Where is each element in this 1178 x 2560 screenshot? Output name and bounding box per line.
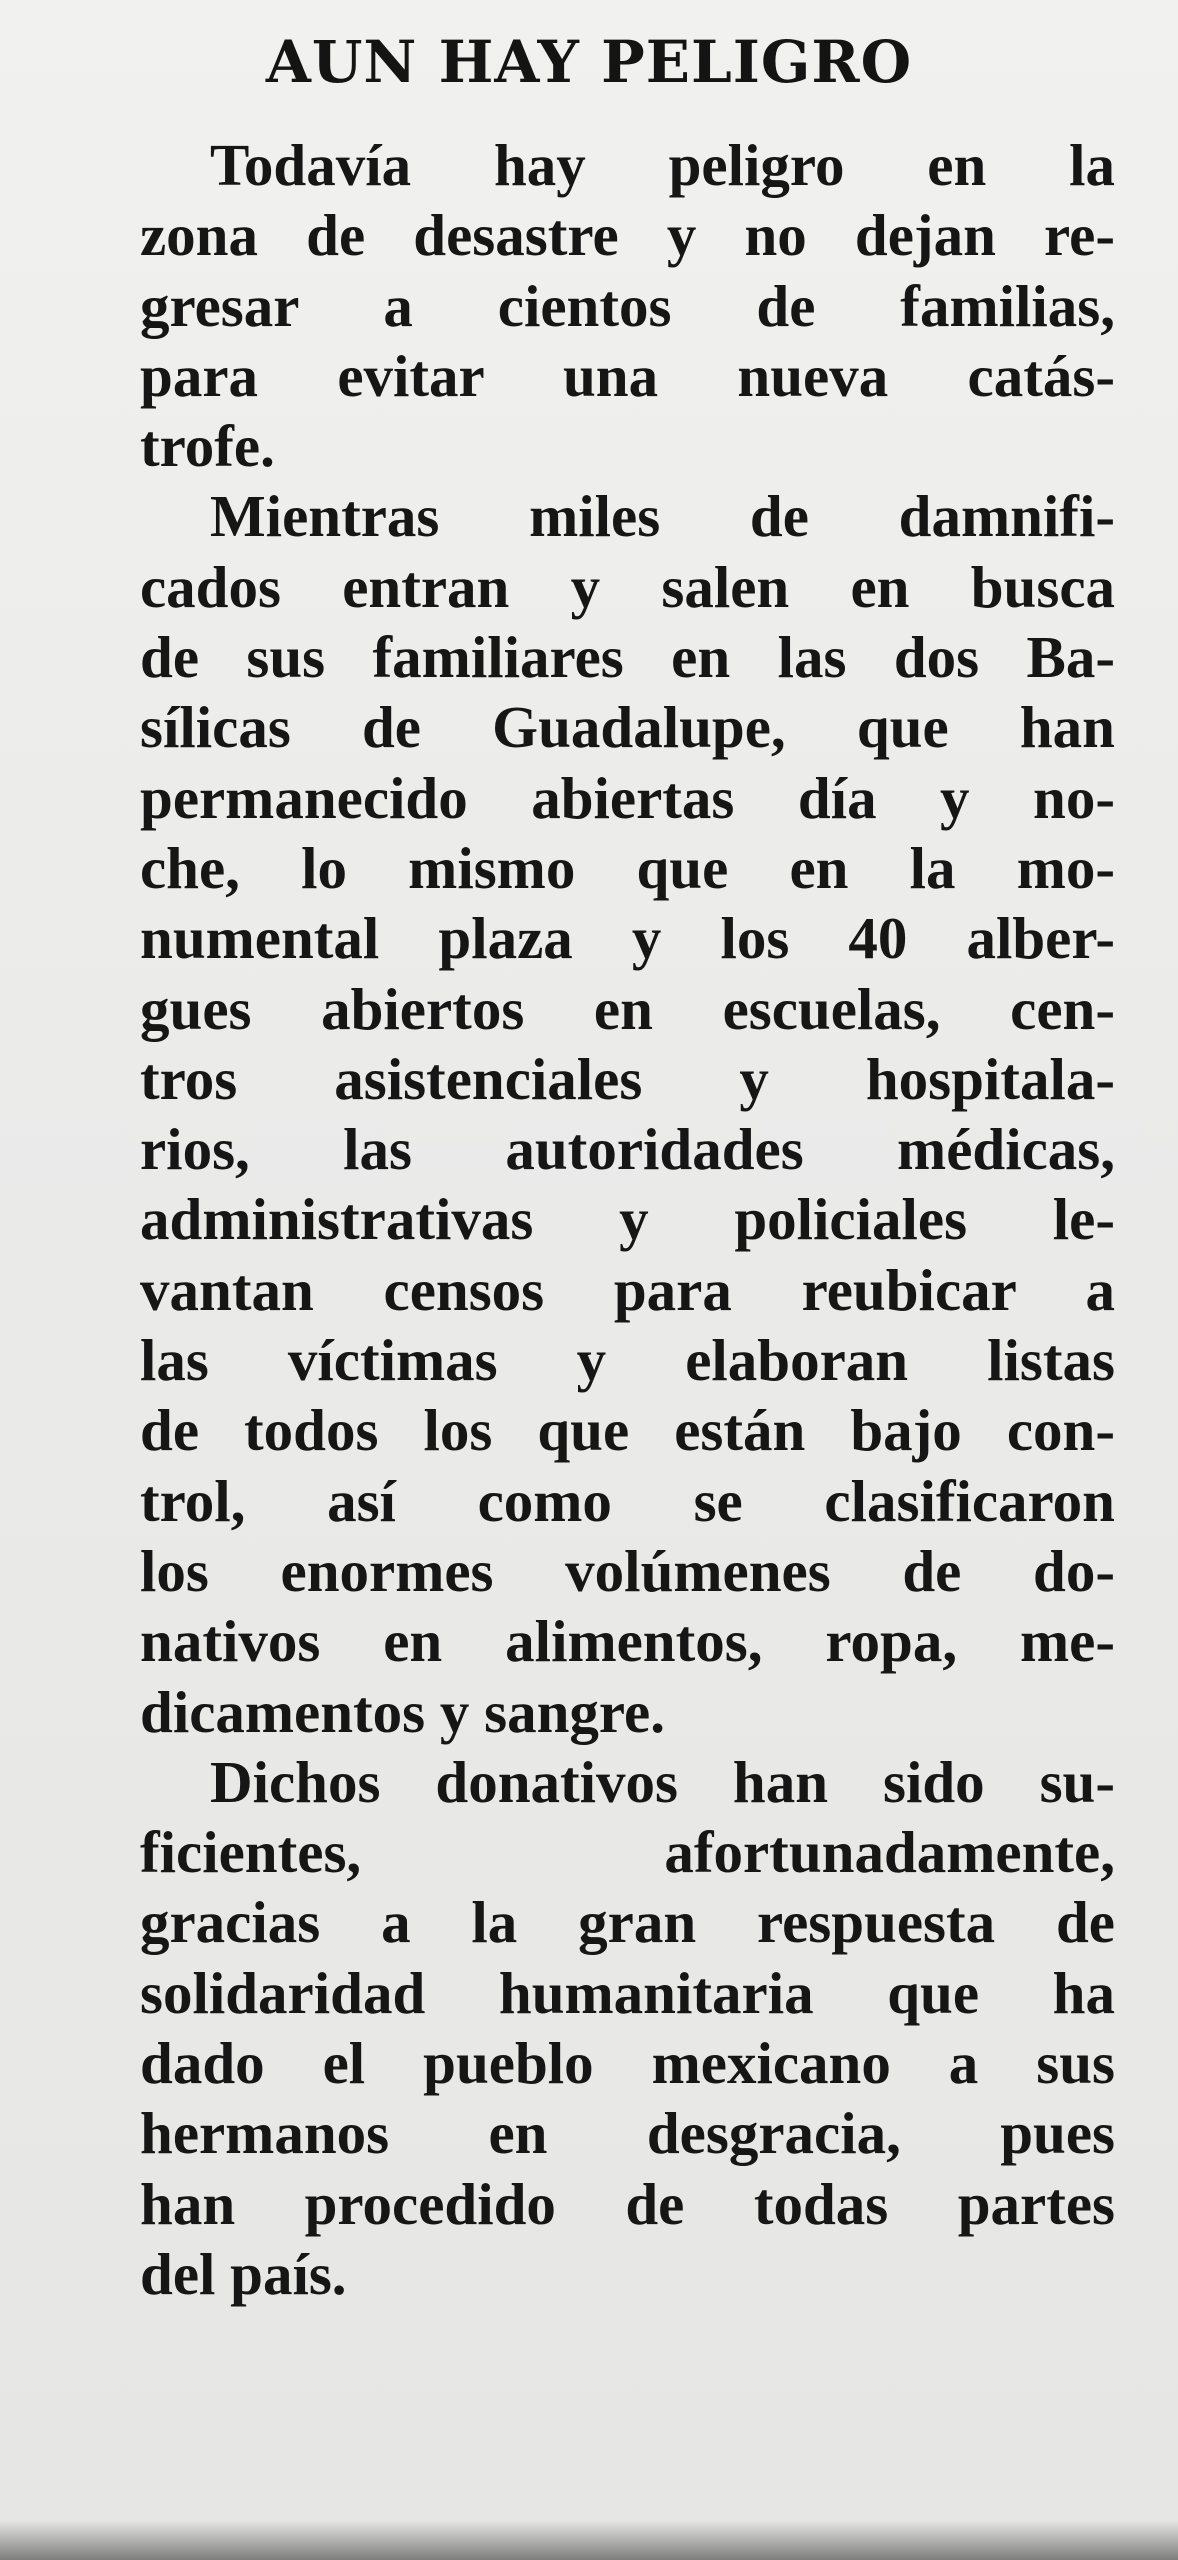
text-line: gresar a cientos de familias, — [140, 272, 1115, 339]
text-line: tros asistenciales y hospitala- — [140, 1045, 1115, 1112]
text-line: administrativas y policiales le- — [140, 1186, 1115, 1253]
text-line: gues abiertos en escuelas, cen- — [140, 975, 1115, 1042]
paragraph-3 — [140, 1747, 1115, 2309]
text-line: para evitar una nueva catás- — [140, 342, 1115, 409]
text-line: cados entran y salen en busca — [140, 553, 1115, 620]
text-line: ficientes, afortunadamente, — [140, 1819, 1115, 1886]
text-line: numental plaza y los 40 alber- — [140, 905, 1115, 972]
text-line: de todos los que están bajo con- — [140, 1397, 1115, 1464]
text-line: trofe. — [140, 413, 275, 480]
text-line: Mientras miles de damnifi- — [210, 483, 1115, 550]
text-line: permanecido abiertas día y no- — [140, 764, 1115, 831]
text-line: rios, las autoridades médicas, — [140, 1116, 1115, 1183]
text-line: Todavía hay peligro en la — [210, 132, 1115, 198]
text-line: han procedido de todas partes — [140, 2170, 1115, 2237]
text-line: dado el pueblo mexicano a sus — [140, 2030, 1115, 2097]
text-line: los enormes volúmenes de do- — [140, 1537, 1115, 1604]
article-body — [140, 130, 1115, 2309]
clipping-bottom-edge — [0, 2520, 1178, 2560]
text-line: del país. — [140, 2240, 347, 2307]
text-line: hermanos en desgracia, pues — [140, 2100, 1115, 2167]
article-headline: AUN HAY PELIGRO — [265, 28, 913, 96]
paragraph-1 — [140, 130, 1115, 481]
text-line: nativos en alimentos, ropa, me- — [140, 1608, 1115, 1675]
paragraph-2 — [140, 481, 1115, 1746]
text-line: trol, así como se clasificaron — [140, 1467, 1115, 1534]
text-line: zona de desastre y no dejan re- — [140, 202, 1115, 269]
text-line: dicamentos y sangre. — [140, 1678, 665, 1745]
text-line: che, lo mismo que en la mo- — [140, 834, 1115, 901]
text-line: solidaridad humanitaria que ha — [140, 1959, 1115, 2026]
text-line: vantan censos para reubicar a — [140, 1256, 1115, 1323]
text-line: Dichos donativos han sido su- — [210, 1748, 1115, 1815]
text-line: sílicas de Guadalupe, que han — [140, 694, 1115, 761]
text-line: las víctimas y elaboran listas — [140, 1327, 1115, 1394]
text-line: de sus familiares en las dos Ba- — [140, 624, 1115, 691]
text-line: gracias a la gran respuesta de — [140, 1889, 1115, 1956]
